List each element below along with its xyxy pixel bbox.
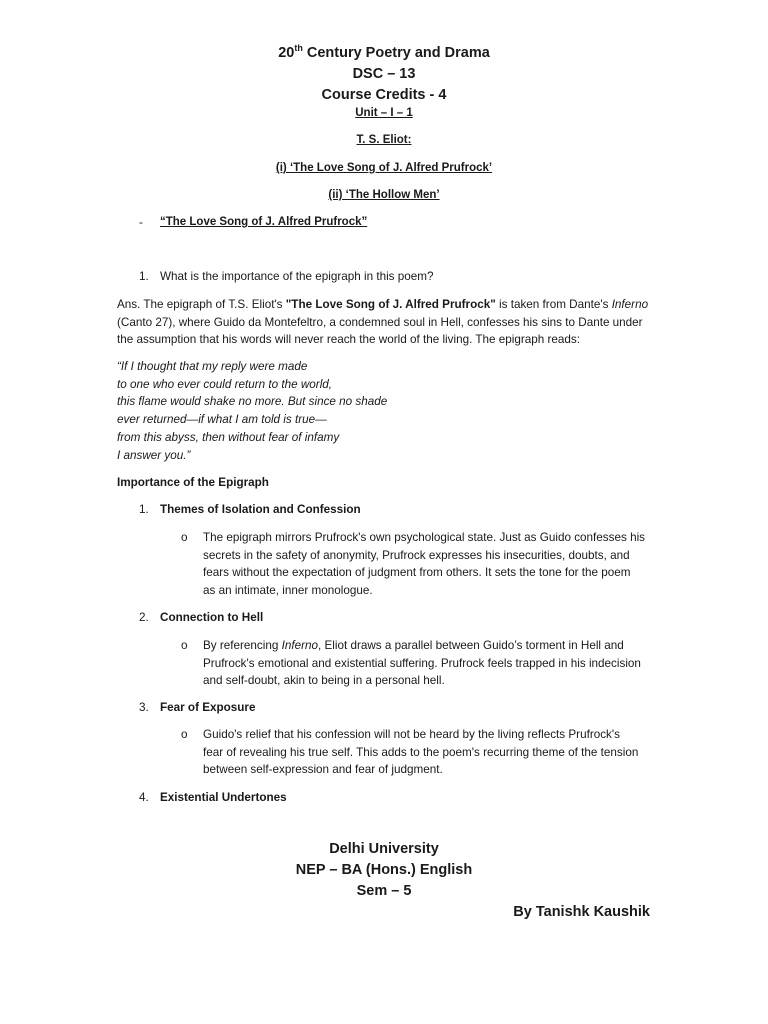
author-label: T. S. Eliot: — [356, 134, 412, 146]
point-2-line: Prufrock's emotional and existential suffering. Prufrock feels trapped in his indecision — [203, 656, 641, 670]
point-2-title: Connection to Hell — [160, 611, 264, 624]
title-prefix: 20 — [278, 45, 295, 61]
point-3-line: fear of revealing his true self. This adds to the poem's recurring theme of the tension — [203, 745, 639, 759]
point-3-line: Guido's relief that his confession will not be heard by the living reflects Prufrock's — [203, 728, 620, 741]
point-1-body — [203, 529, 645, 600]
title-superscript: th — [294, 43, 303, 54]
question-text: What is the importance of the epigraph in this poem? — [160, 270, 434, 283]
answer-poem-title: "The Love Song of J. Alfred Prufrock" — [285, 298, 496, 311]
point-2-text-b: , Eliot draws a parallel between Guido’s torment in Hell and — [318, 639, 624, 652]
epigraph-line: this flame would shake no more. But since no shade — [117, 395, 388, 409]
point-3-line: between self-expression and fear of judgment. — [203, 763, 443, 777]
point-4-number: 4. — [139, 791, 149, 804]
course-title — [0, 43, 768, 64]
question-number: 1. — [139, 270, 149, 283]
point-1-number: 1. — [139, 503, 149, 516]
footer-program: NEP – BA (Hons.) English — [295, 862, 473, 878]
point-2-body — [203, 637, 641, 690]
point-2-text-a: By referencing — [203, 639, 282, 652]
answer-line-1 — [117, 296, 677, 314]
section-bullet: - — [139, 216, 143, 229]
answer-line-2: (Canto 27), where Guido da Montefeltro, a condemned soul in Hell, confesses his sins to Dante under — [117, 315, 643, 329]
point-1-line: secrets in the safety of anonymity, Prufrock expresses his insecurities, doubts, and — [203, 548, 630, 562]
poem-two-label: (ii) ‘The Hollow Men’ — [328, 189, 440, 201]
answer-text-a: Ans. The epigraph of T.S. Eliot's — [117, 298, 286, 311]
course-code: DSC – 13 — [352, 66, 416, 82]
footer-semester: Sem – 5 — [356, 883, 412, 899]
point-3-sub-bullet: o — [181, 728, 188, 741]
point-2-line: and self-doubt, akin to being in a personal hell. — [203, 674, 445, 688]
course-credits: Course Credits - 4 — [321, 87, 447, 103]
point-2-sub-bullet: o — [181, 639, 188, 652]
epigraph-line: to one who ever could return to the world, — [117, 377, 333, 391]
point-3-body — [203, 726, 638, 779]
point-3-number: 3. — [139, 701, 149, 714]
point-2-inferno: Inferno — [281, 639, 318, 652]
title-suffix: Century Poetry and Drama — [302, 45, 490, 61]
point-1-sub-bullet: o — [181, 531, 188, 544]
epigraph-line: ever returned—if what I am told is true— — [117, 413, 327, 427]
point-2-line — [203, 637, 641, 655]
epigraph-line: from this abyss, then without fear of infamy — [117, 430, 340, 444]
point-4-title: Existential Undertones — [160, 791, 287, 804]
point-1-line: as an intimate, inner monologue. — [203, 584, 373, 598]
unit-label: Unit – I – 1 — [355, 107, 413, 119]
answer-text-b: is taken from Dante's — [495, 298, 612, 311]
point-1-line: The epigraph mirrors Prufrock's own psychological state. Just as Guido confesses his — [203, 531, 646, 544]
answer-line-3: the assumption that his words will never reach the world of the living. The epigraph reads: — [117, 333, 580, 347]
poem-one-label: (i) ‘The Love Song of J. Alfred Prufrock’ — [275, 162, 493, 174]
footer-byline: By Tanishk Kaushik — [513, 904, 650, 920]
point-2-number: 2. — [139, 611, 149, 624]
importance-heading: Importance of the Epigraph — [117, 476, 269, 489]
point-3-title: Fear of Exposure — [160, 701, 256, 714]
point-1-title: Themes of Isolation and Confession — [160, 503, 361, 516]
answer-inferno: Inferno — [611, 298, 649, 311]
answer-paragraph — [117, 296, 677, 349]
epigraph-line: “If I thought that my reply were made — [117, 360, 308, 373]
epigraph-line: I answer you.” — [117, 448, 191, 462]
section-heading: “The Love Song of J. Alfred Prufrock” — [160, 216, 368, 228]
point-1-line: fears without the expectation of judgment from others. It sets the tone for the poem — [203, 566, 631, 580]
epigraph-quote — [117, 358, 387, 464]
footer-university: Delhi University — [329, 841, 439, 857]
